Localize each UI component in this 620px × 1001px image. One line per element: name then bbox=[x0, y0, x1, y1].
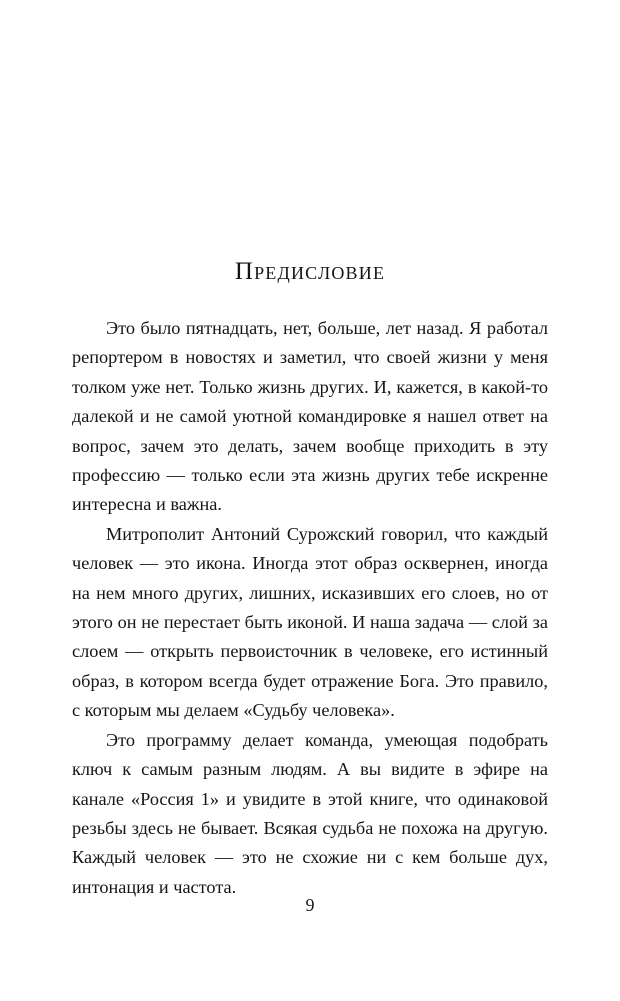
chapter-title: Предисловие bbox=[234, 258, 386, 285]
page-content bbox=[72, 258, 548, 902]
body-paragraph: Это было пятнадцать, нет, больше, лет назад. Я работал репортером в новостях и заметил, что своей жизни у меня толком уже нет. Только жизнь других. И, кажется, в какой-то далекой и не самой уютной командировке я нашел ответ на вопрос, зачем это делать, зачем вообще приходить в эту профессию — только если эта жизнь других тебе искренне интересна и важна. bbox=[72, 318, 548, 515]
body-paragraph: Это программу делает команда, умеющая подобрать ключ к самым разным людям. А вы видите в эфире на канале «Россия 1» и увидите в этой книге, что одинаковой резьбы здесь не бывает. Всякая судьба не похожа на другую. Каждый человек — это не схожие ни с кем больше дух, интонация и частота. bbox=[72, 729, 548, 897]
body-paragraph: Митрополит Антоний Сурожский говорил, что каждый человек — это икона. Иногда этот образ осквернен, иногда на нем много других, лишних, исказивших его слоев, но от этого он не перестает быть иконой. И наша задача — слой за слоем — открыть первоисточник в человеке, его истинный образ, в котором всегда будет отражение Бога. Это правило, с которым мы делаем «Судьбу человека». bbox=[72, 523, 548, 721]
page-number: 9 bbox=[305, 895, 315, 915]
